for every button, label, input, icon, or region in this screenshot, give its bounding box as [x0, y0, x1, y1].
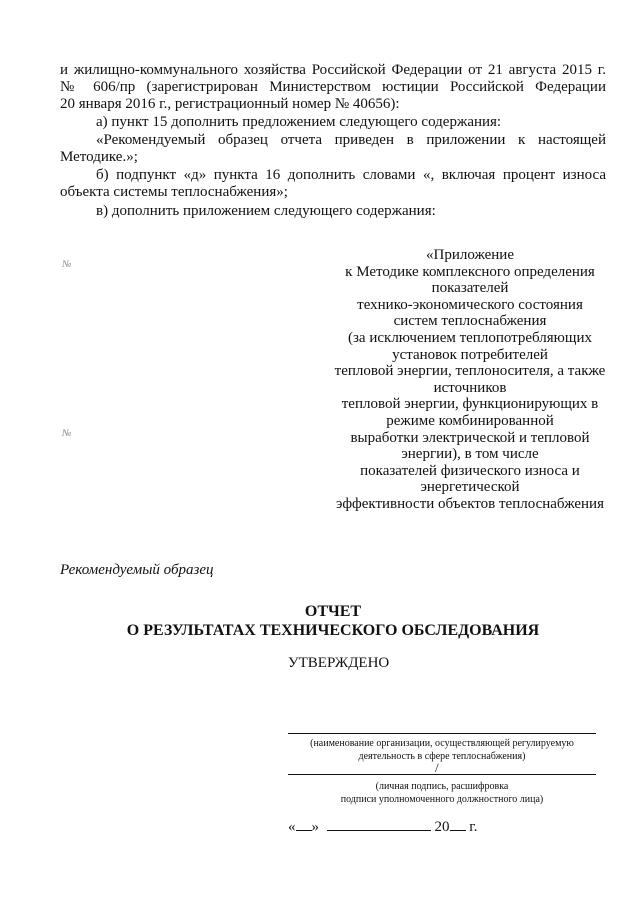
appendix-header: [320, 247, 620, 513]
body-line-2: № 606/пр (зарегистрирован Министерством юстиции Российской Федерации: [60, 79, 606, 95]
organization-name-line: [288, 733, 596, 734]
appendix-line: энергетической: [420, 479, 520, 496]
appendix-line: показателей физического износа и: [360, 462, 580, 479]
appendix-line: показателей: [431, 280, 509, 297]
date-century: 20: [434, 819, 450, 835]
approved-label: УТВЕРЖДЕНО: [288, 655, 390, 671]
date-close-quote: »: [311, 819, 319, 835]
body-line-1: и жилищно-коммунального хозяйства Российской Федерации от 21 августа 2015 г.: [60, 62, 606, 78]
organization-caption-line-1: (наименование организации, осуществляющей регулируемую: [310, 738, 574, 749]
signature-caption: [288, 780, 596, 806]
appendix-line: источников: [433, 379, 507, 396]
appendix-line: технико-экономического состояния: [357, 296, 583, 313]
item-c: в) дополнить приложением следующего содержания:: [96, 203, 436, 219]
month-blank: [327, 818, 431, 831]
item-a-quote: «Рекомендуемый образец отчета приведен в приложении к настоящей Методике.»;: [60, 132, 606, 165]
margin-mark-1: №: [62, 259, 72, 270]
organization-caption: [288, 737, 596, 763]
appendix-line: тепловой энергии, функционирующих в: [341, 396, 599, 413]
date-open-quote: «: [288, 819, 296, 835]
item-b: б) подпункт «д» пункта 16 дополнить словами «, включая процент износа объекта системы теплоснабжения»;: [60, 167, 606, 200]
recommended-sample-label: Рекомендуемый образец: [60, 562, 214, 578]
appendix-line: систем теплоснабжения: [393, 313, 547, 330]
signature-caption-line-1: (личная подпись, расшифровка: [375, 781, 509, 792]
appendix-line: «Приложение: [425, 247, 514, 263]
appendix-line: выработки электрической и тепловой: [350, 429, 590, 446]
organization-caption-line-2: деятельность в сфере теплоснабжения): [358, 751, 526, 762]
year-blank: [450, 818, 466, 831]
appendix-line: установок потребителей: [392, 346, 548, 363]
report-title-line-1: ОТЧЕТ: [304, 603, 362, 620]
body-line-3: 20 января 2016 г., регистрационный номер № 40656):: [60, 96, 400, 112]
signature-caption-line-2: подписи уполномоченного должностного лица): [340, 794, 544, 805]
signature-separator: /: [435, 760, 439, 775]
appendix-line: (за исключением теплопотребляющих: [348, 329, 592, 346]
appendix-line: режиме комбинированной: [386, 412, 554, 429]
appendix-line: энергии), в том числе: [401, 446, 539, 463]
signature-line: [288, 774, 596, 775]
margin-mark-2: №: [62, 428, 72, 439]
date-row: [288, 818, 477, 836]
report-title-line-2: О РЕЗУЛЬТАТАХ ТЕХНИЧЕСКОГО ОБСЛЕДОВАНИЯ: [126, 622, 540, 639]
appendix-line: тепловой энергии, теплоносителя, а также: [334, 363, 606, 380]
appendix-line: эффективности объектов теплоснабжения: [336, 495, 604, 512]
date-year-suffix: г.: [469, 819, 478, 835]
day-blank: [296, 818, 312, 831]
item-a: а) пункт 15 дополнить предложением следующего содержания:: [96, 114, 502, 130]
report-title: [60, 602, 606, 640]
appendix-line: к Методике комплексного определения: [345, 263, 595, 280]
